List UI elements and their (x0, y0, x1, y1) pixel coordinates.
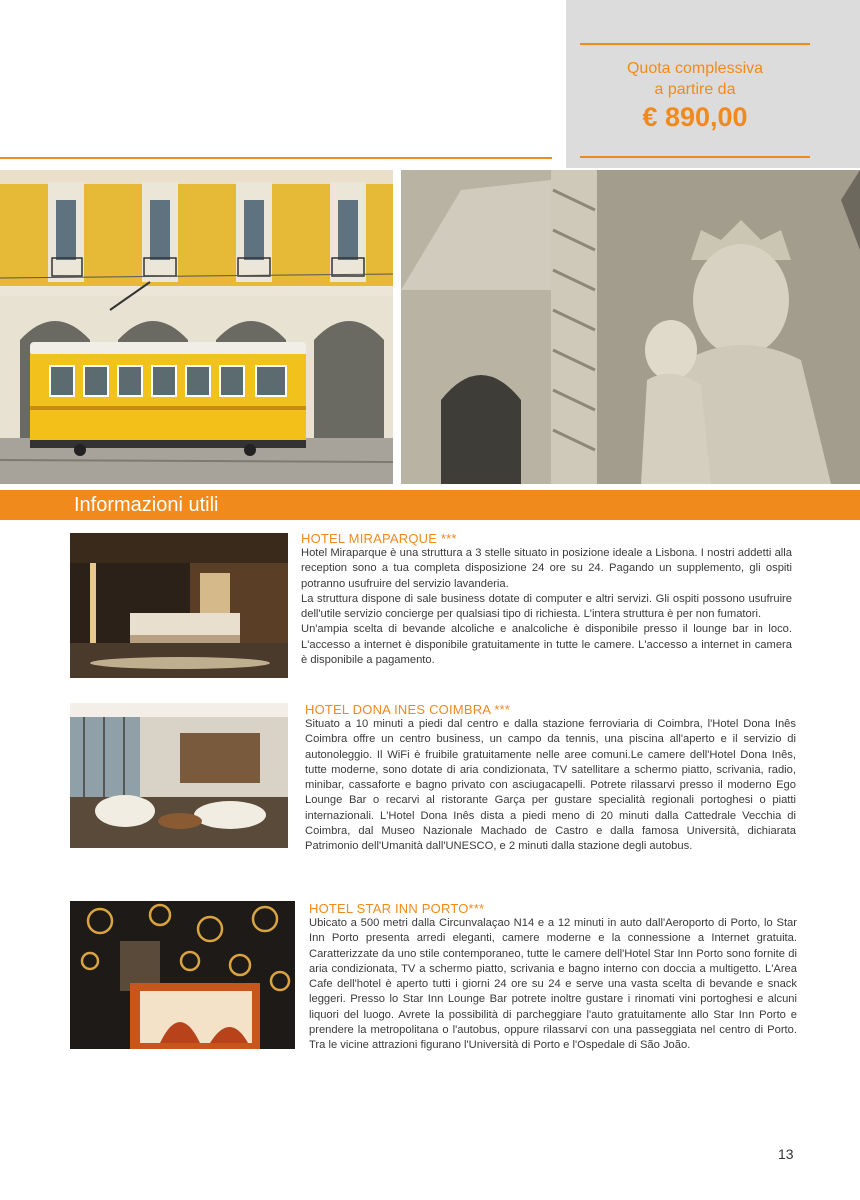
price-box (566, 0, 860, 168)
hotel-dona-ines-photo (70, 703, 288, 848)
section-title: Informazioni utili (74, 494, 219, 516)
price-top-rule (580, 43, 810, 45)
page-number: 13 (778, 1146, 794, 1162)
price-caption-line1: Quota complessiva (626, 60, 764, 77)
price-value: € 890,00 (642, 102, 748, 132)
hotel-star-inn-photo (70, 901, 295, 1049)
hotel-dona-ines-text: Situato a 10 minuti a piedi dal centro e dalla stazione ferroviaria di Coimbra, l'Hotel Dona Inês Coimbra offre un centro business, un campo da tennis, una piscina all'aperto e il servizio di autonoleggio. Il WiFi è fruibile gratuitamente nelle aree comuni.Le camere dell'Hotel Dona Inês, tutte moderne, sono dotate di aria condizionata, TV satellitare a schermo piatto, scrivania, radio, minibar, cassaforte e bagno privato con asciugacapelli. Potrete rilassarvi presso il moderno Ego Lounge Bar o recarvi al ristorante Garça per gustare specialità regionali portoghesi o piatti internazionali. L'Hotel Dona Inês dista a piedi meno di 20 minuti dalla Cattedrale Vecchia di Coimbra, dal Museo Nazionale Machado de Castro e dalla famosa Università, dichiarata Patrimonio dell'Umanità dall'UNESCO, e 2 minuti dalla stazione degli autobus. (305, 718, 796, 853)
hotel-miraparque-title: HOTEL MIRAPARQUE *** (301, 531, 457, 546)
hotel-dona-ines-title: HOTEL DONA INES COIMBRA *** (305, 702, 511, 717)
section-bar (0, 490, 860, 520)
price-bottom-rule (580, 156, 810, 158)
hotel-star-inn-title: HOTEL STAR INN PORTO*** (309, 901, 485, 916)
hotel-miraparque-text: Hotel Miraparque è una struttura a 3 stelle situato in posizione ideale a Lisbona. I nostri addetti alla reception sono a tua completa disposizione 24 ore su 24. Pagando un supplemento, gli ospiti potranno usufruire del servizio lavanderia. La struttura dispone di sale business dotate di computer e altri servizi. Gli ospiti possono usufruire dell'utile servizio concierge per qualsiasi tipo di richiesta. L'intera struttura è per non fumatori. Un'ampia scelta di bevande alcoliche e analcoliche è disponibile presso il lounge bar in loco. L'accesso a internet è disponibile gratuitamente in tutte le camere. L'accesso a internet in camera è disponibile a pagamento. (301, 547, 792, 667)
lisbon-tram-photo (0, 170, 393, 484)
price-caption (580, 58, 810, 100)
belem-tower-sculpture-photo (401, 170, 860, 484)
hotel-star-inn-text: Ubicato a 500 metri dalla Circunvalaçao N14 e a 12 minuti in auto dall'Aeroporto di Porto, lo Star Inn Porto presenta arredi eleganti, camere moderne e la connessione a Internet gratuita. Caratterizzate da uno stile contemporaneo, tutte le camere dell'Hotel Star Inn Porto sono fornite di aria condizionata, TV a schermo piatto, scrivania e bagno interno con doccia a multigetto. L'Area Cafe dell'hotel è aperto tutti i giorni 24 ore su 24 e serve una vasta scelta di bevande e snack leggeri. Presso lo Star Inn Lounge Bar potrete inoltre gustare i rinomati vini portoghesi e alcuni liquori del luogo. Avrete la possibilità di parcheggiare l'auto gratuitamente allo Star Inn Porto e prendere la metropolitana o l'autobus, oppure rilassarvi con una passeggiata nel centro di Porto. Tra le vicine attrazioni figurano l'Università di Porto e l'Ospedale di São João. (309, 917, 797, 1052)
top-rule (0, 157, 552, 159)
price-caption-line2: a partire da (654, 81, 736, 98)
hotel-miraparque-photo (70, 533, 288, 678)
